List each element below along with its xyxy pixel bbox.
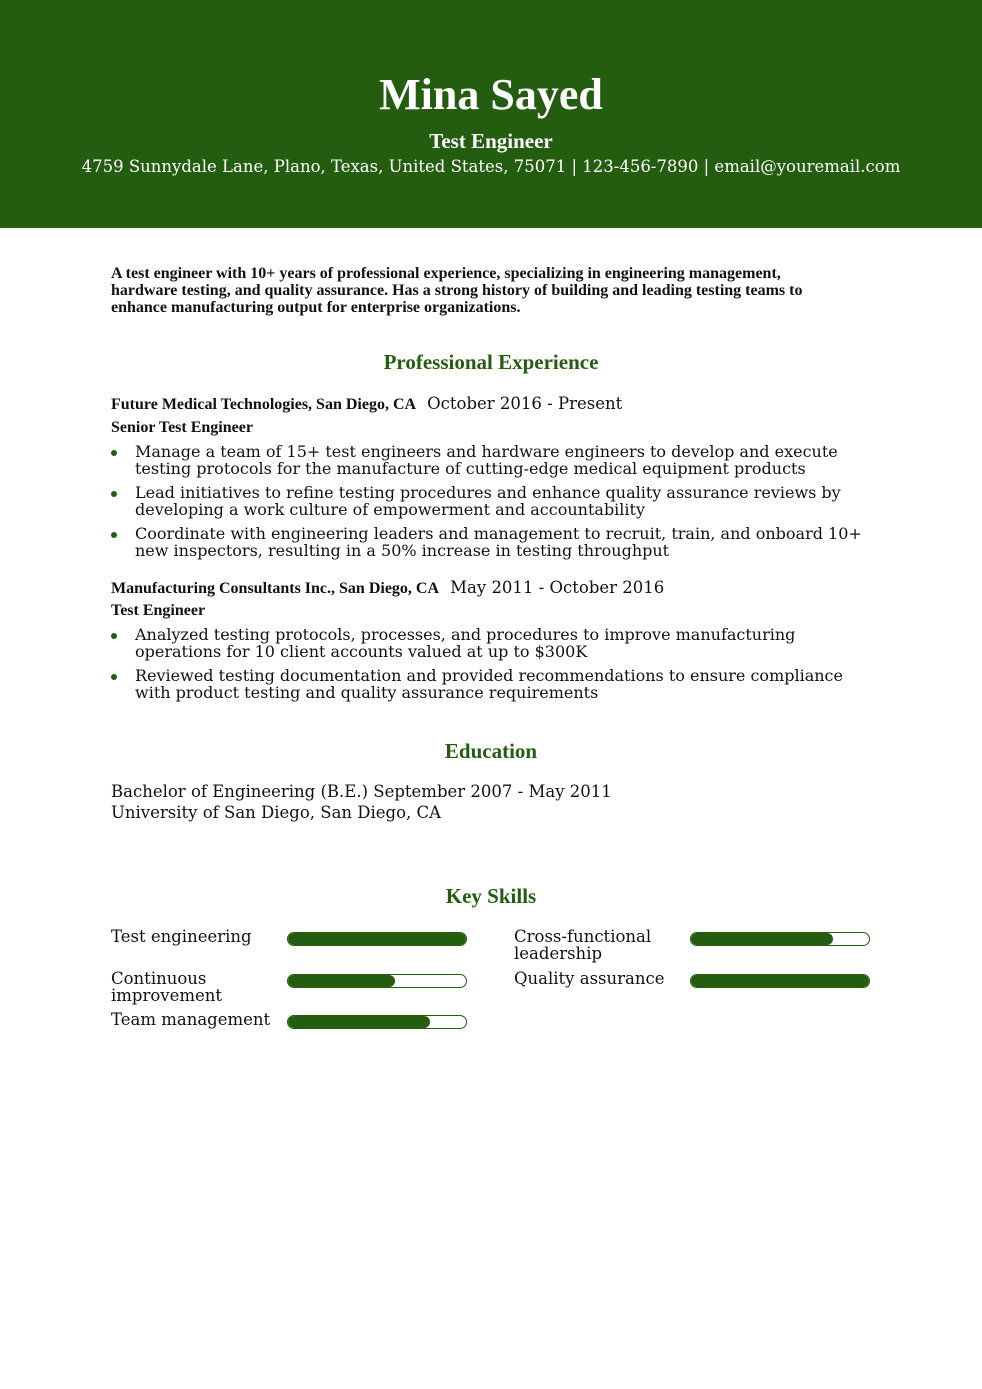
- list-item: Analyzed testing protocols, processes, and procedures to improve manufacturing operations for 10 client accounts valued at up to $300K: [111, 627, 871, 660]
- bullet-icon: [111, 491, 117, 497]
- skill-item: [514, 929, 884, 973]
- skill-name: Team management: [111, 1010, 271, 1029]
- education-degree-line: [111, 781, 612, 802]
- skill-level-bar: [287, 974, 467, 988]
- skill-level-bar: [690, 974, 870, 988]
- job-dates: October 2016 - Present: [427, 394, 623, 413]
- job-header: [111, 577, 664, 600]
- bullet-icon: [111, 532, 117, 538]
- list-item: Coordinate with engineering leaders and management to recruit, train, and onboard 10+ new inspectors, resulting in a 50% increase in testing throughput: [111, 526, 871, 559]
- bullet-icon: [111, 450, 117, 456]
- summary: A test engineer with 10+ years of professional experience, specializing in engineering management, hardware testing, and quality assurance. Has a strong history of building and leading testing teams to enhance manufacturing output for enterprise organizations.: [111, 265, 803, 316]
- job-role: Senior Test Engineer: [111, 419, 253, 436]
- candidate-title: Test Engineer: [429, 129, 553, 153]
- education-heading: Education: [444, 739, 538, 763]
- skill-name: Test engineering: [111, 927, 252, 946]
- list-item: Lead initiatives to refine testing procedures and enhance quality assurance reviews by developing a work culture of empowerment and accountability: [111, 485, 871, 518]
- skill-level-bar: [690, 932, 870, 946]
- skills-heading: Key Skills: [445, 884, 537, 908]
- skill-name: Quality assurance: [514, 969, 665, 988]
- education-dates: September 2007 - May 2011: [373, 782, 612, 801]
- skill-level-fill: [691, 933, 833, 945]
- education-school: University of San Diego, San Diego, CA: [111, 803, 442, 822]
- skill-level-fill: [691, 975, 869, 987]
- job-dates: May 2011 - October 2016: [450, 578, 665, 597]
- skill-item: [111, 1012, 481, 1056]
- skill-level-fill: [288, 975, 395, 987]
- bullet-icon: [111, 674, 117, 680]
- skill-name: Cross-functional leadership: [514, 927, 652, 963]
- job-role: Test Engineer: [111, 602, 206, 619]
- skill-item: [514, 971, 884, 1015]
- experience-heading: Professional Experience: [383, 350, 599, 374]
- skill-item: [111, 971, 481, 1015]
- skill-level-bar: [287, 932, 467, 946]
- skill-level-fill: [288, 1016, 430, 1028]
- job-company: Future Medical Technologies, San Diego, CA: [111, 396, 417, 413]
- job-bullets: [111, 444, 871, 567]
- job-header: [111, 393, 622, 416]
- candidate-name: Mina Sayed: [379, 70, 603, 119]
- skill-level-fill: [288, 933, 466, 945]
- bullet-icon: [111, 633, 117, 639]
- skill-level-bar: [287, 1015, 467, 1029]
- resume-header: [0, 0, 982, 228]
- list-item: Reviewed testing documentation and provided recommendations to ensure compliance with product testing and quality assurance requirements: [111, 668, 871, 701]
- education-degree: Bachelor of Engineering (B.E.): [111, 782, 369, 801]
- job-company: Manufacturing Consultants Inc., San Diego, CA: [111, 580, 440, 597]
- skill-item: [111, 929, 481, 973]
- skill-name: Continuous improvement: [111, 969, 223, 1005]
- job-bullets: [111, 627, 871, 709]
- contact-info: 4759 Sunnydale Lane, Plano, Texas, United States, 75071 | 123-456-7890 | email@youremail.com: [81, 157, 901, 176]
- list-item: Manage a team of 15+ test engineers and hardware engineers to develop and execute testing protocols for the manufacture of cutting-edge medical equipment products: [111, 444, 871, 477]
